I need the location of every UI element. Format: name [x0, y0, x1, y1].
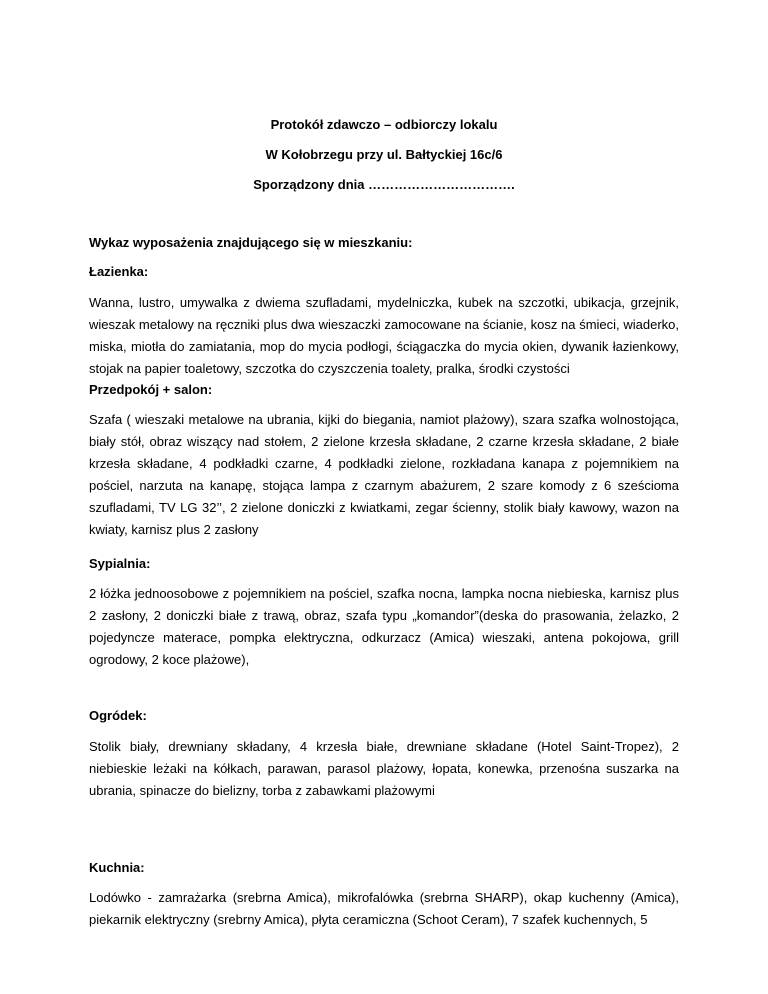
document-address: W Kołobrzegu przy ul. Bałtyckiej 16c/6 — [265, 147, 503, 162]
document-date-line: Sporządzony dnia ……………………………. — [253, 177, 515, 192]
section-heading-przedpokoj: Przedpokój + salon: — [89, 382, 213, 397]
section-heading-sypialnia: Sypialnia: — [89, 556, 151, 571]
intro-heading: Wykaz wyposażenia znajdującego się w mieszkaniu: — [89, 235, 413, 250]
section-heading-kuchnia: Kuchnia: — [89, 860, 145, 875]
section-text-kuchnia: Lodówko - zamrażarka (srebrna Amica), mikrofalówka (srebrna SHARP), okap kuchenny (Amica), piekarnik elektryczny (srebrny Amica), płyta ceramiczna (Schoot Ceram), 7 szafek kuchennych, 5 — [89, 890, 679, 927]
section-text-lazienka: Wanna, lustro, umywalka z dwiema szufladami, mydelniczka, kubek na szczotki, ubikacja, grzejnik, wieszak metalowy na ręczniki plus dwa wieszaczki zamocowane na ścianie, kosz na śmieci, wiaderko, miska, miotła do zamiatania, mop do mycia podłogi, ściągaczka do mycia okien, dywanik łazienkowy, stojak na papier toaletowy, szczotka do czyszczenia toalety, pralka, środki czystości — [89, 295, 679, 376]
section-text-przedpokoj: Szafa ( wieszaki metalowe na ubrania, kijki do biegania, namiot plażowy), szara szafka wolnostojąca, biały stół, obraz wiszący nad stołem, 2 zielone krzesła składane, 2 czarne krzesła składane, 2 białe krzesła składane, 4 podkładki czarne, 4 podkładki zielone, rozkładana kanapa z pojemnikiem na pościel, narzuta na kanapę, stojąca lampa z czarnym abażurem, 2 szare komody z 6 sześcioma szufladami, TV LG 32’’, 2 zielone doniczki z kwiatkami, zegar ścienny, stolik biały kawowy, wazon na kwiaty, karnisz plus 2 zasłony — [89, 412, 679, 537]
section-heading-lazienka: Łazienka: — [89, 264, 149, 279]
section-text-sypialnia: 2 łóżka jednoosobowe z pojemnikiem na pościel, szafka nocna, lampka nocna niebieska, karnisz plus 2 zasłony, 2 doniczki białe z trawą, obraz, szafa typu „komandor”(deska do prasowania, żelazko, 2 pojedyncze materace, pompka elektryczna, odkurzacz (Amica) wieszaki, antena pokojowa, grill ogrodowy, 2 koce plażowe), — [89, 586, 679, 667]
section-heading-ogrodek: Ogródek: — [89, 708, 147, 723]
section-text-ogrodek: Stolik biały, drewniany składany, 4 krzesła białe, drewniane składane (Hotel Saint-Tropez), 2 niebieskie leżaki na kółkach, parawan, parasol plażowy, łopata, konewka, przenośna suszarka na ubrania, spinacze do bielizny, torba z zabawkami plażowymi — [89, 739, 679, 798]
document-title: Protokół zdawczo – odbiorczy lokalu — [270, 117, 498, 132]
